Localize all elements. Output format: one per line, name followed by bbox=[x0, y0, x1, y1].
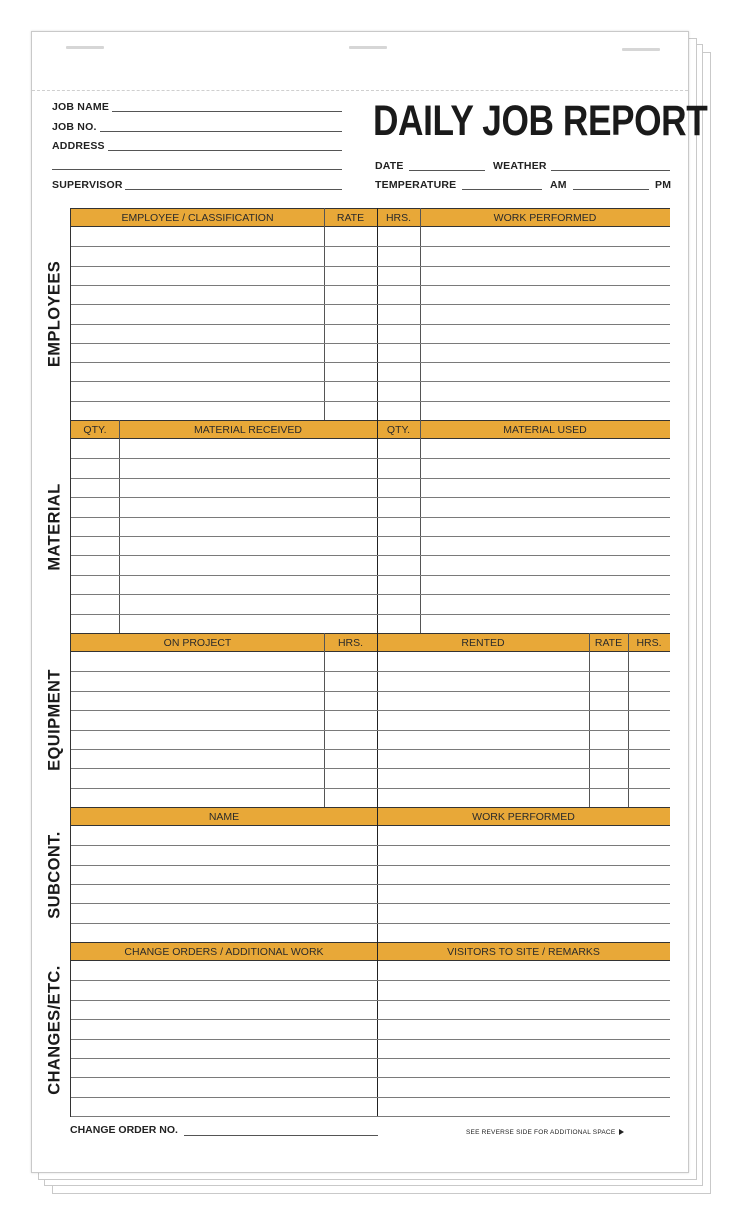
table-row[interactable] bbox=[71, 865, 670, 866]
col-divider bbox=[377, 942, 378, 1117]
binding-mark bbox=[622, 48, 660, 51]
col-divider bbox=[324, 633, 325, 807]
job-no-field[interactable] bbox=[100, 131, 342, 132]
header-work-performed: WORK PERFORMED bbox=[472, 811, 575, 823]
col-divider bbox=[377, 208, 378, 420]
perforation-line bbox=[32, 90, 688, 91]
col-divider bbox=[628, 633, 629, 807]
col-divider bbox=[420, 208, 421, 420]
table-row[interactable] bbox=[71, 575, 670, 576]
header-name: NAME bbox=[208, 811, 240, 823]
changes-side-label bbox=[40, 942, 71, 1117]
table-row[interactable] bbox=[71, 536, 670, 537]
temperature-am-field[interactable] bbox=[462, 189, 542, 190]
material-header bbox=[71, 420, 670, 439]
table-row[interactable] bbox=[71, 285, 670, 286]
col-divider bbox=[420, 420, 421, 633]
employees-side-label bbox=[40, 208, 71, 420]
subcont-side-label bbox=[40, 807, 71, 942]
table-row[interactable] bbox=[71, 458, 670, 459]
table-row[interactable] bbox=[71, 1077, 670, 1078]
equipment-label: EQUIPMENT bbox=[45, 669, 64, 771]
header-qty-used: QTY. bbox=[386, 424, 411, 436]
table-row[interactable] bbox=[71, 671, 670, 672]
table-row[interactable] bbox=[71, 324, 670, 325]
reverse-side-note bbox=[466, 1129, 624, 1136]
table-row[interactable] bbox=[71, 749, 670, 750]
col-divider bbox=[589, 633, 590, 807]
job-name-field[interactable] bbox=[112, 111, 342, 112]
table-row[interactable] bbox=[71, 362, 670, 363]
col-divider bbox=[324, 208, 325, 420]
triangle-right-icon bbox=[619, 1129, 624, 1135]
header-hrs: HRS. bbox=[385, 212, 412, 224]
table-row[interactable] bbox=[71, 478, 670, 479]
table-row[interactable] bbox=[71, 788, 670, 789]
change-order-no-label: CHANGE ORDER NO. bbox=[70, 1124, 178, 1136]
header-hrs: HRS. bbox=[337, 637, 364, 649]
header-qty-received: QTY. bbox=[83, 424, 107, 436]
table-row[interactable] bbox=[71, 246, 670, 247]
table-row[interactable] bbox=[71, 555, 670, 556]
weather-label: WEATHER bbox=[493, 160, 547, 172]
table-row[interactable] bbox=[71, 691, 670, 692]
material-section bbox=[40, 420, 670, 633]
header-work-performed: WORK PERFORMED bbox=[493, 212, 597, 224]
table-row[interactable] bbox=[71, 614, 670, 615]
table-row[interactable] bbox=[71, 1039, 670, 1040]
table-row[interactable] bbox=[71, 980, 670, 981]
employees-header bbox=[71, 208, 670, 227]
changes-label: CHANGES/ETC. bbox=[45, 964, 64, 1095]
table-row[interactable] bbox=[71, 1019, 670, 1020]
table-row[interactable] bbox=[71, 343, 670, 344]
table-row[interactable] bbox=[71, 923, 670, 924]
header-rented: RENTED bbox=[461, 637, 505, 649]
address-field[interactable] bbox=[108, 150, 342, 151]
table-row[interactable] bbox=[71, 497, 670, 498]
address-label: ADDRESS bbox=[52, 140, 105, 152]
job-name-label: JOB NAME bbox=[52, 101, 110, 113]
form-page bbox=[31, 31, 708, 1173]
subcont-header bbox=[71, 807, 670, 826]
subcont-label: SUBCONT. bbox=[45, 830, 64, 919]
weather-field[interactable] bbox=[551, 170, 670, 171]
material-side-label bbox=[40, 420, 71, 633]
changes-header bbox=[71, 942, 670, 961]
table-row[interactable] bbox=[71, 768, 670, 769]
date-label: DATE bbox=[375, 160, 404, 172]
temperature-label: TEMPERATURE bbox=[375, 179, 457, 191]
table-row[interactable] bbox=[71, 1116, 670, 1117]
supervisor-label: SUPERVISOR bbox=[52, 179, 123, 191]
header-material-used: MATERIAL USED bbox=[503, 424, 587, 436]
header-employee-classification: EMPLOYEE / CLASSIFICATION bbox=[121, 212, 274, 224]
temperature-pm-field[interactable] bbox=[573, 189, 649, 190]
table-row[interactable] bbox=[71, 884, 670, 885]
page-title: DAILY JOB REPORT bbox=[373, 97, 708, 145]
table-row[interactable] bbox=[71, 1097, 670, 1098]
table-row[interactable] bbox=[71, 1000, 670, 1001]
pm-label: PM bbox=[655, 179, 672, 191]
table-row[interactable] bbox=[71, 903, 670, 904]
am-label: AM bbox=[550, 179, 567, 191]
equipment-side-label bbox=[40, 633, 71, 807]
table-row[interactable] bbox=[71, 710, 670, 711]
header-visitors-remarks: VISITORS TO SITE / REMARKS bbox=[447, 946, 600, 958]
employees-label: EMPLOYEES bbox=[45, 260, 64, 368]
change-order-no-field[interactable] bbox=[184, 1135, 378, 1136]
table-row[interactable] bbox=[71, 845, 670, 846]
table-row[interactable] bbox=[71, 381, 670, 382]
equipment-section bbox=[40, 633, 670, 807]
table-row[interactable] bbox=[71, 594, 670, 595]
header-hrs-rented: HRS. bbox=[636, 637, 662, 649]
table-row[interactable] bbox=[71, 517, 670, 518]
equipment-header bbox=[71, 633, 670, 652]
reverse-side-note-text: SEE REVERSE SIDE FOR ADDITIONAL SPACE bbox=[466, 1129, 616, 1136]
header-rate: RATE bbox=[594, 637, 623, 649]
binding-mark bbox=[349, 46, 387, 49]
subcont-section bbox=[40, 807, 670, 942]
table-row[interactable] bbox=[71, 304, 670, 305]
job-no-label: JOB NO. bbox=[52, 121, 97, 133]
col-divider bbox=[377, 633, 378, 807]
header-on-project: ON PROJECT bbox=[163, 637, 232, 649]
address-field-line-2[interactable] bbox=[52, 169, 342, 170]
header-change-orders: CHANGE ORDERS / ADDITIONAL WORK bbox=[124, 946, 324, 958]
date-field[interactable] bbox=[409, 170, 485, 171]
changes-section bbox=[40, 942, 670, 1117]
table-row[interactable] bbox=[71, 401, 670, 402]
col-divider bbox=[119, 420, 120, 633]
supervisor-field[interactable] bbox=[125, 189, 342, 190]
employees-section bbox=[40, 208, 670, 420]
table-row[interactable] bbox=[71, 730, 670, 731]
binding-mark bbox=[66, 46, 104, 49]
header-rate: RATE bbox=[336, 212, 365, 224]
header-material-received: MATERIAL RECEIVED bbox=[194, 424, 302, 436]
table-row[interactable] bbox=[71, 266, 670, 267]
material-label: MATERIAL bbox=[45, 482, 64, 571]
table-row[interactable] bbox=[71, 1058, 670, 1059]
col-divider bbox=[377, 420, 378, 633]
